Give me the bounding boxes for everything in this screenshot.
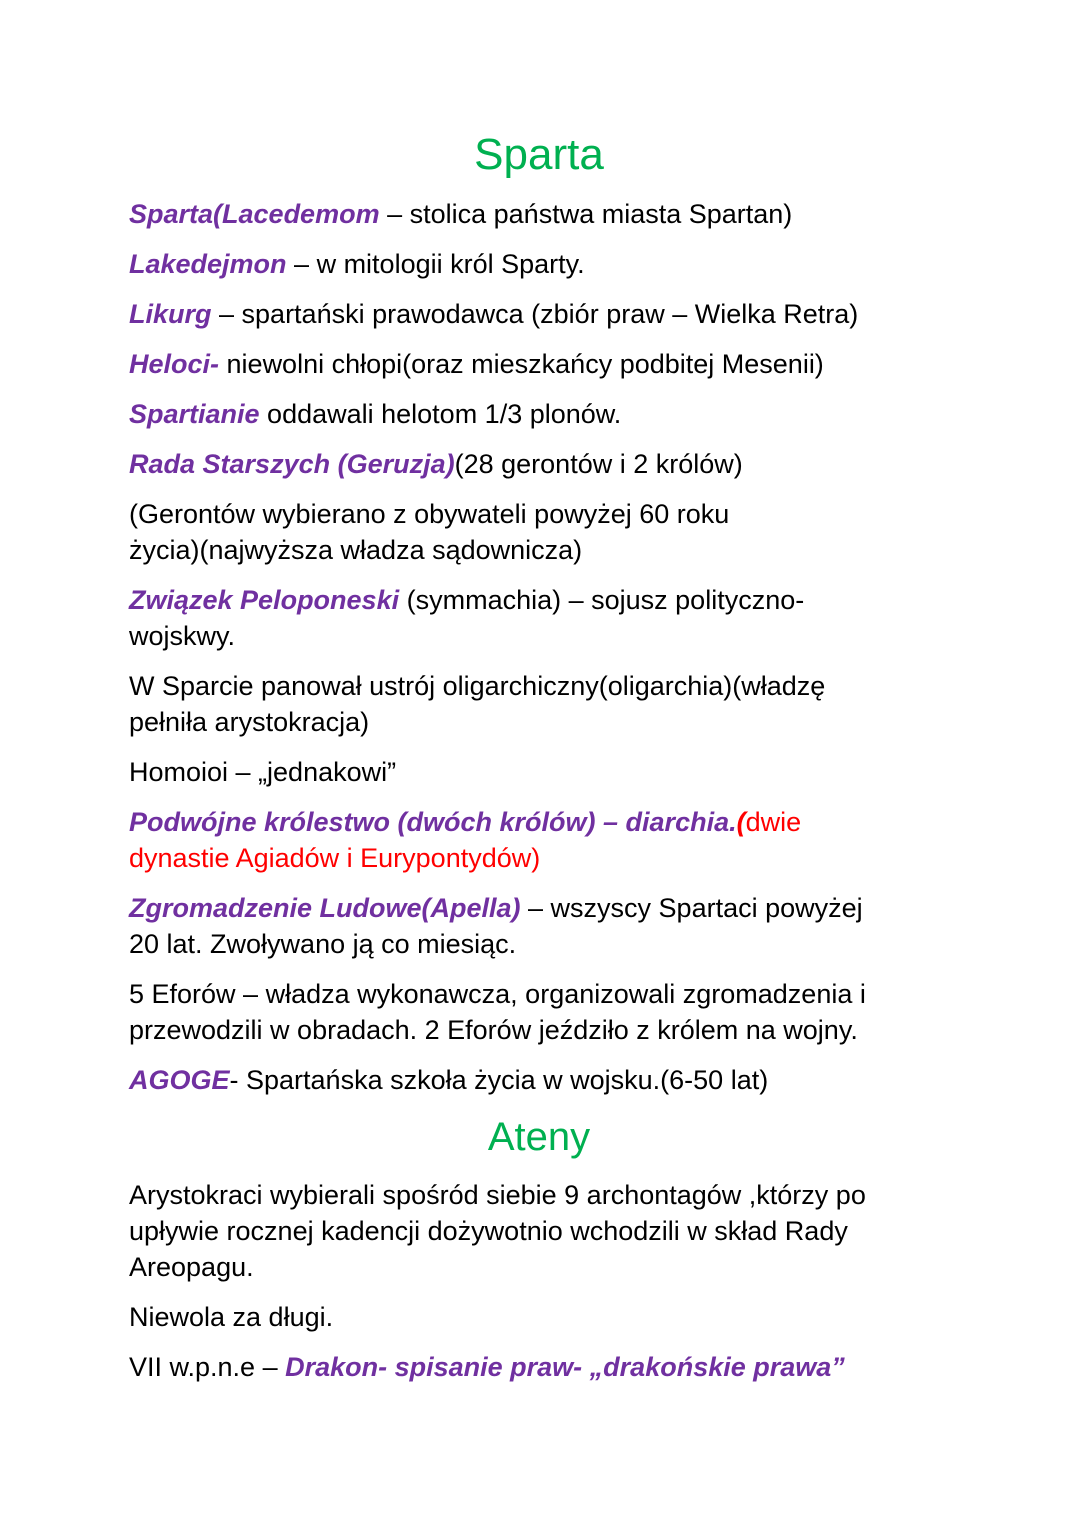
definition: oddawali helotom 1/3 plonów. (259, 399, 622, 429)
paragraph-oligarchia (129, 668, 949, 740)
text-line: Arystokraci wybierali spośród siebie 9 archontagów ,którzy po (129, 1180, 866, 1210)
paragraph-geronci (129, 496, 949, 568)
text-line: Niewola za długi. (129, 1302, 334, 1332)
definition: (symmachia) – sojusz polityczno- (399, 585, 805, 615)
note: dynastie Agiadów i Eurypontydów) (129, 843, 541, 873)
text-line: (Gerontów wybierano z obywateli powyżej 60 roku (129, 499, 730, 529)
definition: niewolni chłopi(oraz mieszkańcy podbitej Mesenii) (219, 349, 824, 379)
paragraph-apella (129, 890, 949, 962)
document-page (129, 130, 949, 1399)
heading-ateny: Ateny (487, 1115, 591, 1159)
term: Spartianie (129, 399, 260, 429)
text-line: upływie rocznej kadencji dożywotnio wchodzili w skład Rady (129, 1216, 848, 1246)
paragraph-homoioi (129, 754, 949, 790)
term: Lakedejmon (129, 249, 287, 279)
term: Sparta(Lacedemom (129, 199, 380, 229)
paragraph-agoge (129, 1062, 949, 1098)
term: Zgromadzenie Ludowe(Apella) (129, 893, 521, 923)
term: AGOGE (129, 1065, 230, 1095)
text-line: 20 lat. Zwoływano ją co miesiąc. (129, 929, 517, 959)
paragraph-heloci (129, 346, 949, 382)
note: dwie (745, 807, 802, 837)
term: Drakon- spisanie praw- „drakońskie prawa” (285, 1352, 845, 1382)
text-line: Homoioi – „jednakowi” (129, 757, 397, 787)
text-line: VII w.p.n.e – (129, 1352, 286, 1382)
definition: - Spartańska szkoła życia w wojsku.(6-50 lat) (229, 1065, 769, 1095)
paragraph-eforowie (129, 976, 949, 1048)
paragraph-sparta-lacedemon (129, 196, 949, 232)
term: Likurg (129, 299, 212, 329)
paragraph-rada-starszych (129, 446, 949, 482)
paragraph-zwiazek-peloponeski (129, 582, 949, 654)
note-paren: ( (736, 807, 746, 837)
text-line: życia)(najwyższa władza sądownicza) (129, 535, 583, 565)
paragraph-likurg (129, 296, 949, 332)
paragraph-archonci (129, 1177, 949, 1285)
term: Rada Starszych (Geruzja) (129, 449, 455, 479)
text-line: pełniła arystokracja) (129, 707, 370, 737)
text-line: przewodzili w obradach. 2 Eforów jeździło z królem na wojny. (129, 1015, 858, 1045)
paragraph-lakedejmon (129, 246, 949, 282)
term: Podwójne królestwo (dwóch królów) – diarchia. (129, 807, 737, 837)
term: Związek Peloponeski (129, 585, 400, 615)
definition: – stolica państwa miasta Spartan) (379, 199, 793, 229)
term: Heloci- (129, 349, 220, 379)
text-line: 5 Eforów – władza wykonawcza, organizowali zgromadzenia i (129, 979, 866, 1009)
heading-sparta: Sparta (474, 130, 604, 179)
paragraph-diarchia (129, 804, 949, 876)
paragraph-spartianie (129, 396, 949, 432)
definition: (28 gerontów i 2 królów) (454, 449, 743, 479)
paragraph-drakon (129, 1349, 949, 1385)
definition: – w mitologii król Sparty. (286, 249, 585, 279)
text-line: Areopagu. (129, 1252, 254, 1282)
definition: – wszyscy Spartaci powyżej (520, 893, 863, 923)
text-line: W Sparcie panował ustrój oligarchiczny(oligarchia)(władzę (129, 671, 826, 701)
paragraph-niewola (129, 1299, 949, 1335)
definition: – spartański prawodawca (zbiór praw – Wielka Retra) (211, 299, 859, 329)
text-line: wojskwy. (129, 621, 236, 651)
